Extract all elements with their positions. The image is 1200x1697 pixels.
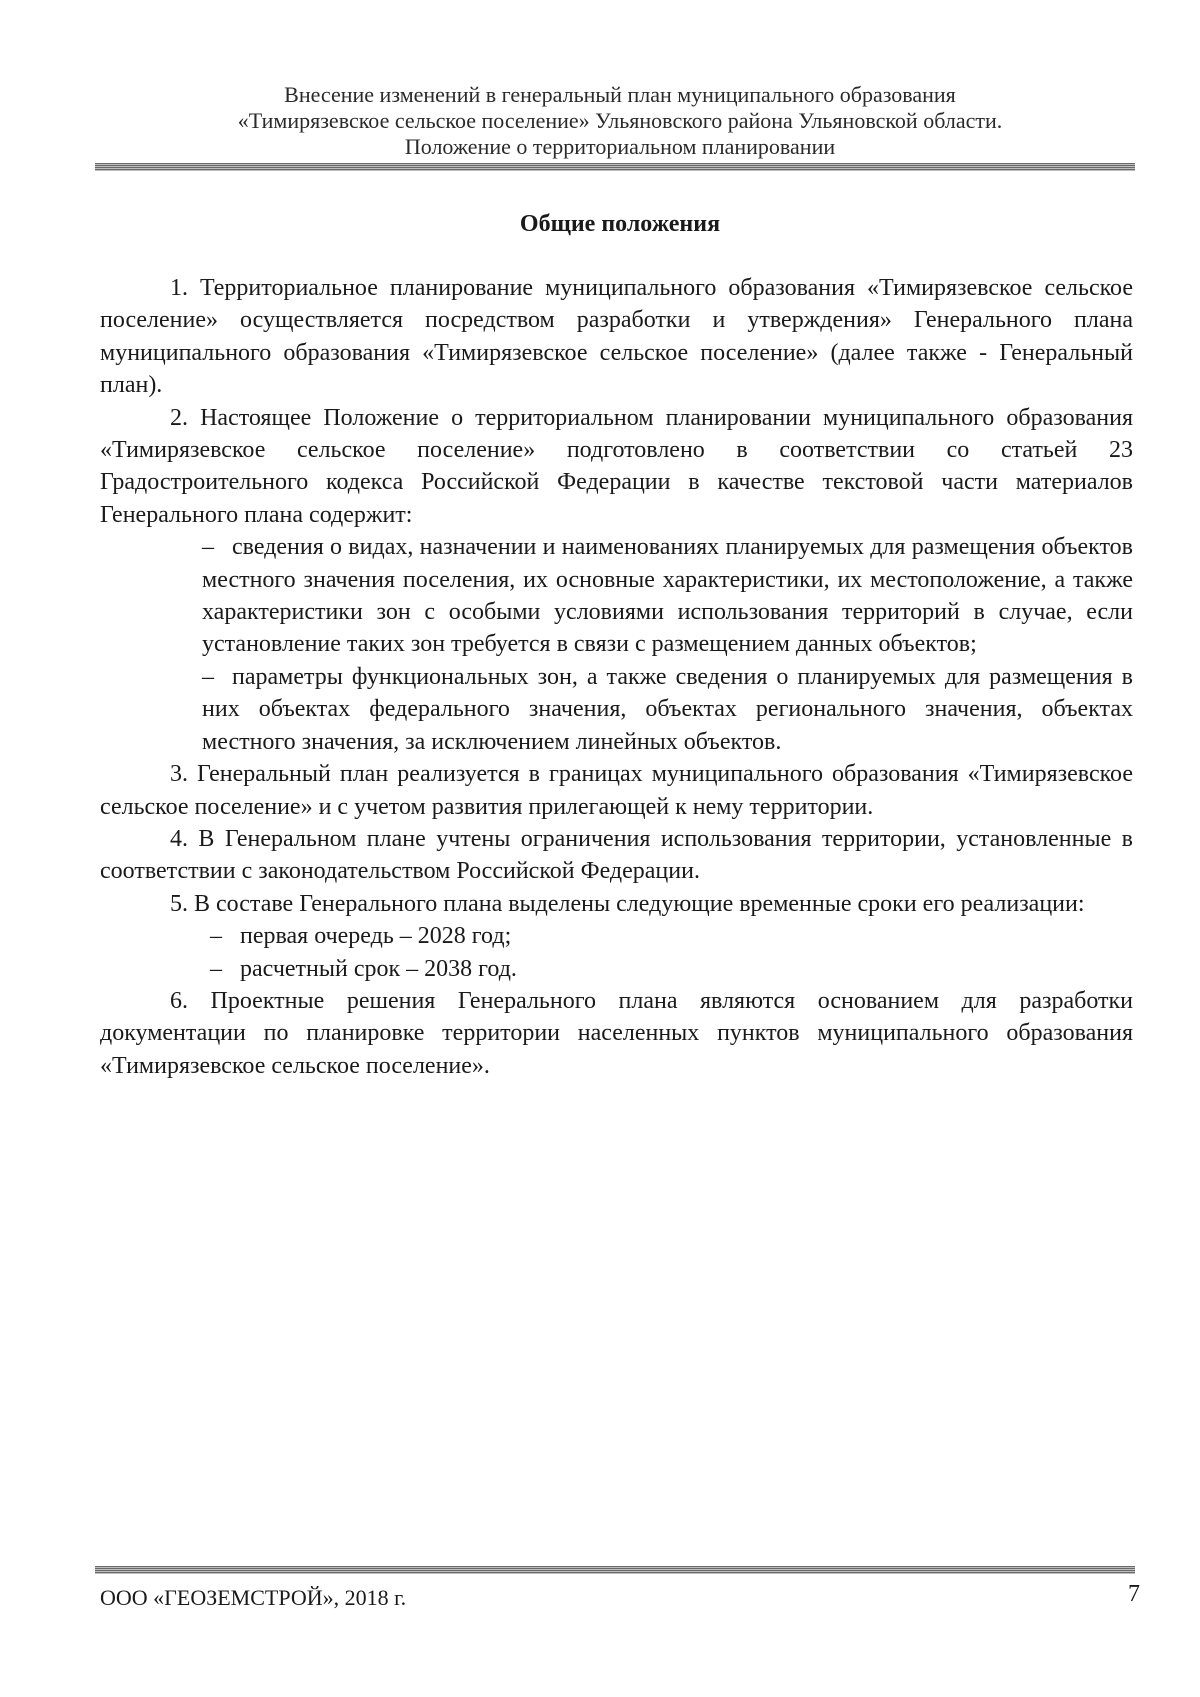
header-line-1: Внесение изменений в генеральный план муниципального образования [284,82,956,107]
paragraph-2-list [100,531,1133,758]
paragraph-6: 6. Проектные решения Генерального плана являются основанием для разработки документации по планировке территории населенных пунктов муниципального образования «Тимирязевское сельское поселение». [100,987,1133,1079]
list-item [202,531,1133,661]
footer-company: ООО «ГЕОЗЕМСТРОЙ», 2018 г. [100,1585,407,1610]
dash-bullet-icon: – [202,663,214,690]
paragraph-5-list [100,920,1133,985]
paragraph-3: 3. Генеральный план реализуется в границах муниципального образования «Тимирязевское сельское поселение» и с учетом развития прилегающей к нему территории. [100,761,1133,820]
list-item [202,661,1133,758]
list-item-text: первая очередь – 2028 год; [240,923,512,950]
section-title: Общие положения [519,211,721,237]
header-line-3: Положение о территориальном планировании [404,134,836,159]
paragraph-5: 5. В составе Генерального плана выделены следующие временные сроки его реализации: [170,890,1085,917]
list-item-text: расчетный срок – 2038 год. [240,955,517,982]
page-number: 7 [1128,1581,1140,1607]
list-item [210,953,1133,985]
dash-bullet-icon: – [210,923,222,950]
list-item-text: параметры функциональных зон, а также сведения о планируемых для размещения в них объектах федерального значения, объектах регионального значения, объектах местного значения, за исключением линейных объектов. [202,663,1133,755]
list-item-text: сведения о видах, назначении и наименованиях планируемых для размещения объектов местного значения поселения, их основные характеристики, их местоположение, а также характеристики зон с особыми условиями использования территорий в случае, если установление таких зон требуется в связи с размещением данных объектов; [202,534,1133,658]
dash-bullet-icon: – [202,534,214,561]
dash-bullet-icon: – [210,955,222,982]
running-header [100,82,1140,160]
header-divider [95,163,1135,171]
paragraph-2: 2. Настоящее Положение о территориальном планировании муниципального образования «Тимирязевское сельское поселение» подготовлено в соответствии со статьей 23 Градостроительного кодекса Российской Федерации в качестве текстовой части материалов Генерального плана содержит: [100,404,1133,528]
document-body [100,272,1133,1082]
list-item [210,920,1133,952]
header-line-2: «Тимирязевское сельское поселение» Ульяновского района Ульяновской области. [237,108,1003,133]
paragraph-4: 4. В Генеральном плане учтены ограничения использования территории, установленные в соответствии с законодательством Российской Федерации. [100,825,1133,885]
footer-divider [95,1566,1135,1574]
paragraph-1: 1. Территориальное планирование муниципального образования «Тимирязевское сельское поселение» осуществляется посредством разработки и утверждения» Генерального плана муниципального образования «Тимирязевское сельское поселение» (далее также - Генеральный план). [100,275,1133,399]
